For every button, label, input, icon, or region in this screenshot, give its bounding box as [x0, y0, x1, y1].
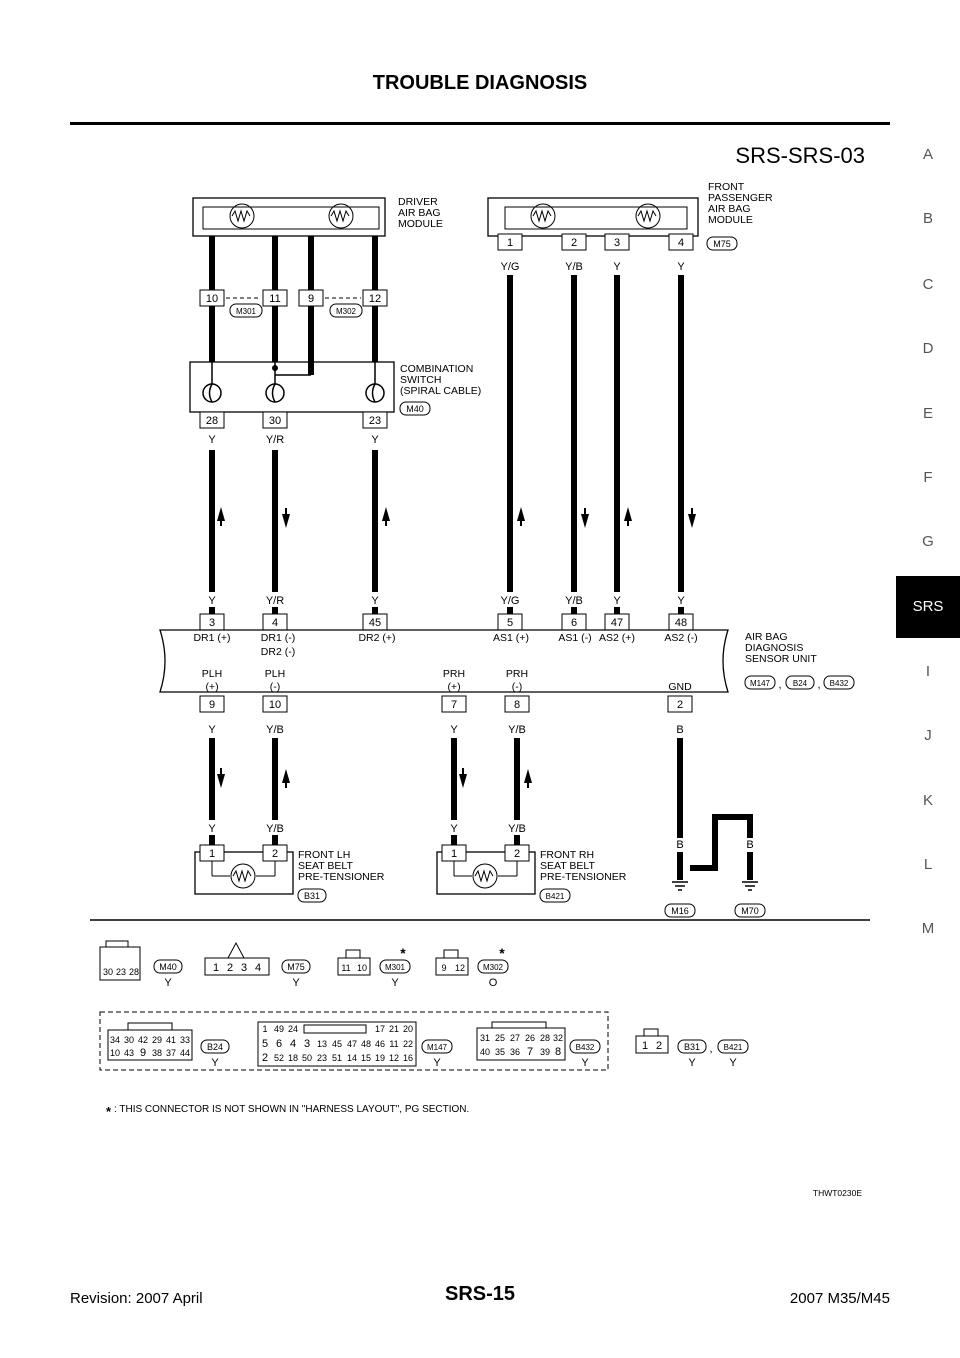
svg-text:10: 10 — [356, 963, 368, 973]
svg-text:,: , — [709, 1043, 713, 1055]
svg-text:27: 27 — [509, 1033, 521, 1043]
svg-text:30: 30 — [123, 1035, 135, 1045]
svg-text:4: 4 — [289, 1038, 297, 1050]
svg-text:44: 44 — [179, 1048, 191, 1058]
svg-text:43: 43 — [123, 1048, 135, 1058]
svg-text:Y: Y — [208, 724, 216, 736]
front-lh-pretensioner — [195, 845, 385, 902]
sidebar-item-g[interactable]: G — [922, 533, 934, 550]
pin: 9 — [307, 293, 315, 305]
svg-text:49: 49 — [273, 1024, 285, 1034]
svg-text:37: 37 — [165, 1048, 177, 1058]
svg-text:GND: GND — [668, 681, 692, 693]
svg-text:*: * — [499, 945, 505, 961]
wire-color: Y/B — [565, 595, 583, 607]
svg-text:Y/B: Y/B — [508, 823, 526, 835]
svg-text:COMBINATIONSWITCH(SPIRAL CABLE: COMBINATION SWITCH (SPIRAL CABLE) — [400, 363, 482, 397]
svg-text:DR2 (+): DR2 (+) — [358, 632, 396, 644]
svg-text:9: 9 — [139, 1047, 147, 1059]
svg-text:34: 34 — [109, 1035, 121, 1045]
svg-text:Y: Y — [292, 977, 300, 989]
svg-text:7: 7 — [526, 1046, 534, 1058]
sidebar-item-d[interactable]: D — [922, 340, 934, 357]
svg-text:41: 41 — [165, 1035, 177, 1045]
svg-text:Y: Y — [164, 977, 172, 989]
connector-tag-m302: M302 — [335, 307, 357, 316]
svg-text:21: 21 — [388, 1024, 400, 1034]
pin: 4 — [677, 237, 685, 249]
svg-text:FRONTPASSENGERAIR BAGMODULE: FRONT PASSENGER AIR BAG MODULE — [708, 181, 773, 226]
svg-text:16: 16 — [402, 1053, 414, 1063]
svg-text:B24: B24 — [792, 679, 808, 688]
switch-connector-tag: M40 — [406, 404, 424, 414]
connector-legend-row-2 — [108, 1022, 748, 1069]
pin: 12 — [368, 293, 382, 305]
svg-text:Y: Y — [433, 1057, 441, 1069]
sidebar-item-b[interactable]: B — [922, 210, 933, 227]
svg-text:12: 12 — [454, 963, 466, 973]
driver-module-label: DRIVER AIR BAG MODULE — [398, 196, 443, 230]
pin: 45 — [368, 617, 382, 629]
svg-text:10: 10 — [268, 699, 282, 711]
pin: 30 — [268, 415, 282, 427]
svg-text:39: 39 — [539, 1047, 551, 1057]
svg-text:7: 7 — [450, 699, 458, 711]
connector-legend-row-1 — [100, 941, 508, 989]
svg-text:B: B — [746, 839, 754, 851]
wire-color: Y/G — [500, 261, 520, 273]
svg-text:B432: B432 — [575, 1043, 595, 1052]
pin: 3 — [208, 617, 216, 629]
svg-text:PLH: PLH — [201, 668, 223, 680]
sidebar-item-e[interactable]: E — [922, 405, 933, 422]
svg-text:PLH: PLH — [264, 668, 286, 680]
svg-text:B31: B31 — [303, 891, 321, 901]
model-label: 2007 M35/M45 — [789, 1290, 890, 1307]
svg-text:11: 11 — [389, 1039, 399, 1049]
svg-text:(+): (+) — [205, 681, 219, 693]
svg-text:5: 5 — [261, 1038, 269, 1050]
svg-text:Y: Y — [208, 823, 216, 835]
svg-text:40: 40 — [479, 1047, 491, 1057]
svg-text:Y/B: Y/B — [508, 724, 526, 736]
svg-text:B432: B432 — [829, 679, 849, 688]
svg-text:Y: Y — [211, 1057, 219, 1069]
svg-text:30: 30 — [102, 967, 114, 977]
svg-text:Y: Y — [391, 977, 399, 989]
switch-pins — [200, 412, 387, 446]
sidebar-item-j[interactable]: J — [924, 727, 932, 744]
sidebar-item-i[interactable]: I — [925, 663, 931, 680]
sidebar-item-f[interactable]: F — [923, 469, 933, 486]
svg-text:AS2 (-): AS2 (-) — [664, 632, 698, 644]
svg-text:M40: M40 — [159, 962, 177, 972]
footnote-star: * — [106, 1104, 112, 1119]
svg-text:PRH: PRH — [505, 668, 529, 680]
svg-text:Y: Y — [688, 1057, 696, 1069]
svg-text:AS2 (+): AS2 (+) — [599, 632, 635, 644]
svg-text:B: B — [676, 839, 684, 851]
svg-text:46: 46 — [374, 1039, 386, 1049]
svg-text:2: 2 — [261, 1052, 269, 1064]
svg-text:9: 9 — [441, 963, 447, 973]
pin: 2 — [570, 237, 578, 249]
pin: 6 — [570, 617, 578, 629]
sidebar-item-m[interactable]: M — [921, 920, 935, 937]
wire-color: Y — [208, 434, 216, 446]
svg-text:1: 1 — [450, 848, 458, 860]
svg-text:B421: B421 — [723, 1043, 743, 1052]
svg-text:11: 11 — [341, 963, 351, 973]
passenger-air-bag-module — [488, 181, 773, 250]
svg-text:M75: M75 — [287, 962, 305, 972]
svg-text:47: 47 — [346, 1039, 358, 1049]
svg-text:Y: Y — [729, 1057, 737, 1069]
front-rh-pretensioner — [437, 845, 627, 902]
svg-text:2: 2 — [513, 848, 521, 860]
svg-text:O: O — [488, 977, 498, 989]
svg-text:19: 19 — [374, 1053, 386, 1063]
svg-text:FRONT LHSEAT BELTPRE-TENSIONER: FRONT LH SEAT BELT PRE-TENSIONER — [298, 849, 385, 883]
svg-text:20: 20 — [402, 1024, 414, 1034]
sensor-unit-box — [160, 630, 728, 692]
driver-air-bag-module — [193, 196, 443, 236]
pin: 47 — [610, 617, 624, 629]
sensor-signal-labels — [193, 632, 697, 693]
svg-text:Y/B: Y/B — [266, 724, 284, 736]
svg-text:2: 2 — [271, 848, 279, 860]
page-title: TROUBLE DIAGNOSIS — [372, 72, 588, 94]
svg-text:AS1 (+): AS1 (+) — [493, 632, 529, 644]
passenger-connector-tag: M75 — [713, 239, 731, 249]
svg-text:17: 17 — [374, 1024, 386, 1034]
svg-text:M301: M301 — [384, 963, 406, 972]
svg-text:2: 2 — [655, 1040, 663, 1052]
svg-text:Y: Y — [450, 823, 458, 835]
svg-text:M302: M302 — [482, 963, 504, 972]
svg-text:29: 29 — [151, 1035, 163, 1045]
sidebar-item-a[interactable]: A — [922, 146, 933, 163]
svg-text:12: 12 — [388, 1053, 400, 1063]
svg-text:B24: B24 — [206, 1042, 224, 1052]
svg-text:6: 6 — [275, 1038, 283, 1050]
svg-text:Y: Y — [450, 724, 458, 736]
pin: 4 — [271, 617, 279, 629]
svg-text:8: 8 — [554, 1046, 562, 1058]
svg-text:28: 28 — [128, 967, 140, 977]
diagram-id: SRS-SRS-03 — [735, 143, 865, 168]
svg-text:2: 2 — [676, 699, 684, 711]
svg-text:(+): (+) — [447, 681, 461, 693]
svg-text:23: 23 — [115, 967, 127, 977]
wire-color: Y — [613, 595, 621, 607]
svg-text:B: B — [676, 724, 684, 736]
wire-color: Y — [613, 261, 621, 273]
wire-color: Y/B — [565, 261, 583, 273]
wire-color: Y/R — [265, 595, 285, 607]
svg-text:22: 22 — [402, 1039, 414, 1049]
sensor-unit-label: AIR BAG DIAGNOSIS SENSOR UNIT — [745, 631, 817, 665]
pin: 48 — [674, 617, 688, 629]
svg-text:M147: M147 — [749, 679, 771, 688]
svg-text:,: , — [778, 679, 782, 691]
svg-text:10: 10 — [109, 1048, 121, 1058]
svg-text:33: 33 — [179, 1035, 191, 1045]
ground-tag-m70: M70 — [741, 906, 759, 916]
pin: 28 — [205, 415, 219, 427]
svg-text:8: 8 — [513, 699, 521, 711]
pin: 1 — [506, 237, 514, 249]
svg-text:23: 23 — [316, 1053, 328, 1063]
svg-text:1: 1 — [641, 1040, 649, 1052]
pin: 3 — [613, 237, 621, 249]
svg-text:13: 13 — [316, 1039, 328, 1049]
wire-color: Y — [371, 434, 379, 446]
svg-text:3: 3 — [240, 962, 248, 974]
svg-text:25: 25 — [494, 1033, 506, 1043]
sensor-top-pins — [200, 595, 693, 630]
svg-text:3: 3 — [303, 1038, 311, 1050]
passenger-pins — [498, 234, 693, 273]
svg-text:PRH: PRH — [442, 668, 466, 680]
svg-text:14: 14 — [346, 1053, 358, 1063]
svg-text:(-): (-) — [269, 681, 281, 693]
svg-text:50: 50 — [301, 1053, 313, 1063]
svg-text:51: 51 — [331, 1053, 343, 1063]
sensor-connector-tags — [745, 676, 854, 691]
svg-text:*: * — [400, 945, 406, 961]
wire-color: Y — [371, 595, 379, 607]
wire-color: Y/R — [265, 434, 285, 446]
sidebar-item-l[interactable]: L — [923, 856, 933, 873]
sidebar-item-srs[interactable]: SRS — [896, 576, 960, 638]
figure-code: THWT0230E — [812, 1188, 862, 1198]
sidebar-item-k[interactable]: K — [922, 792, 933, 809]
svg-text:18: 18 — [287, 1053, 299, 1063]
wire-color: Y/G — [500, 595, 520, 607]
wire-color: Y — [677, 261, 685, 273]
svg-text:45: 45 — [331, 1039, 343, 1049]
svg-text:FRONT RHSEAT BELTPRE-TENSIONER: FRONT RH SEAT BELT PRE-TENSIONER — [540, 849, 627, 883]
svg-text:(-): (-) — [511, 681, 523, 693]
footnote: : THIS CONNECTOR IS NOT SHOWN IN "HARNESS LAYOUT", PG SECTION. — [114, 1104, 470, 1115]
svg-text:1: 1 — [212, 962, 220, 974]
pin: 23 — [368, 415, 382, 427]
svg-text:DR1 (+): DR1 (+) — [193, 632, 231, 644]
svg-text:26: 26 — [524, 1033, 536, 1043]
svg-text:DR1 (-): DR1 (-) — [260, 632, 296, 644]
svg-text:4: 4 — [254, 962, 262, 974]
svg-text:9: 9 — [208, 699, 216, 711]
svg-text:Y: Y — [581, 1057, 589, 1069]
page-number: SRS-15 — [444, 1283, 516, 1305]
svg-text:24: 24 — [287, 1024, 299, 1034]
wire-color: Y — [208, 595, 216, 607]
svg-text:Y/B: Y/B — [266, 823, 284, 835]
svg-text:28: 28 — [539, 1033, 551, 1043]
pin: 10 — [205, 293, 219, 305]
svg-text:AS1 (-): AS1 (-) — [558, 632, 592, 644]
svg-text:,: , — [817, 679, 821, 691]
svg-text:B421: B421 — [545, 892, 565, 901]
pin: 11 — [269, 293, 281, 305]
svg-text:32: 32 — [552, 1033, 564, 1043]
svg-text:15: 15 — [360, 1053, 372, 1063]
sidebar-item-c[interactable]: C — [922, 276, 934, 293]
sensor-bottom-pins — [200, 696, 692, 736]
svg-text:36: 36 — [509, 1047, 521, 1057]
ground-tag-m16: M16 — [671, 906, 689, 916]
svg-text:31: 31 — [479, 1033, 491, 1043]
svg-text:2: 2 — [226, 962, 234, 974]
svg-text:48: 48 — [360, 1039, 372, 1049]
svg-text:B: B — [711, 839, 719, 851]
svg-text:52: 52 — [273, 1053, 285, 1063]
svg-text:35: 35 — [494, 1047, 506, 1057]
revision-label: Revision: 2007 April — [70, 1290, 203, 1307]
connector-tag-m301: M301 — [235, 307, 257, 316]
wire-color: Y — [677, 595, 685, 607]
pretensioner-wire-colors — [208, 823, 526, 835]
svg-text:B31: B31 — [683, 1042, 701, 1052]
combination-switch — [190, 362, 481, 415]
svg-text:38: 38 — [151, 1048, 163, 1058]
svg-text:1: 1 — [262, 1024, 268, 1034]
svg-text:M147: M147 — [426, 1043, 448, 1052]
pin: 5 — [506, 617, 514, 629]
svg-text:42: 42 — [137, 1035, 149, 1045]
svg-text:1: 1 — [208, 848, 216, 860]
svg-text:DR2 (-): DR2 (-) — [260, 646, 296, 658]
